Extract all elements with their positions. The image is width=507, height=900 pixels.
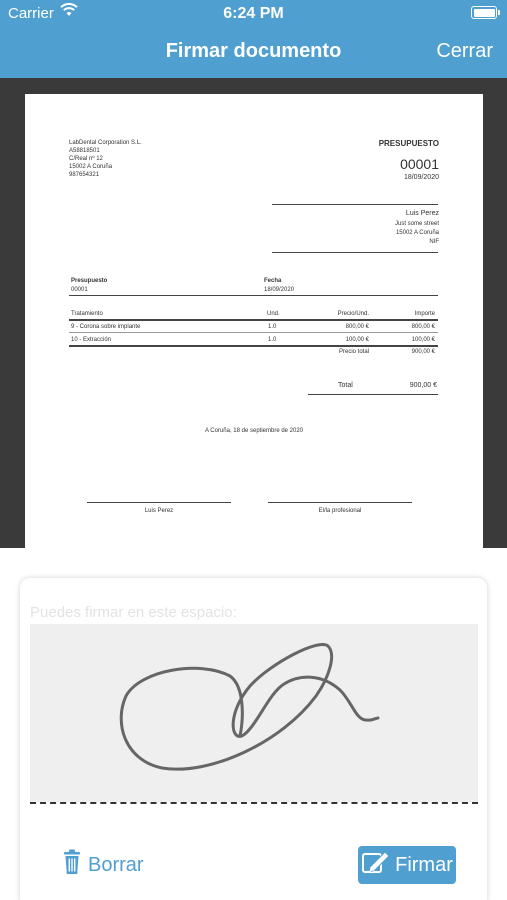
budget-value: 00001 xyxy=(71,287,88,293)
signature-stroke xyxy=(30,624,478,802)
subtotal-value: 900,00 € xyxy=(411,349,435,355)
doc-number: 00001 xyxy=(400,156,439,172)
divider xyxy=(69,345,438,347)
divider xyxy=(272,204,438,205)
status-bar xyxy=(0,0,507,28)
clear-label: Borrar xyxy=(88,853,144,876)
company-city: 15002 A Coruña xyxy=(69,164,113,170)
table-header-unit-price: Precio/Und. xyxy=(337,311,369,317)
clear-button[interactable] xyxy=(62,850,144,880)
date-value: 18/09/2020 xyxy=(264,287,295,293)
client-name: Luis Perez xyxy=(405,210,439,217)
table-header-units: Und. xyxy=(267,311,280,317)
sign-label: Firmar xyxy=(395,853,453,876)
total-value: 900,00 € xyxy=(409,382,437,389)
signature-line xyxy=(268,502,412,503)
document-viewer[interactable] xyxy=(0,78,507,548)
page-title: Firmar documento xyxy=(165,40,342,62)
row-treatment: 9 - Corona sobre implante xyxy=(71,324,141,330)
row-unit-price: 100,00 € xyxy=(345,337,369,343)
sign-button[interactable] xyxy=(358,846,456,884)
signer-professional: El/la profesional xyxy=(318,508,362,514)
budget-label: Presupuesto xyxy=(71,278,108,284)
trash-icon xyxy=(62,849,82,881)
signature-line xyxy=(87,502,231,503)
subtotal-label: Precio total xyxy=(338,349,369,355)
doc-type: PRESUPUESTO xyxy=(378,139,439,148)
divider xyxy=(69,332,438,333)
divider xyxy=(272,252,438,253)
place-date: A Coruña, 18 de septiembre de 2020 xyxy=(204,428,304,434)
divider xyxy=(69,295,438,296)
row-treatment: 10 - Extracción xyxy=(71,337,112,343)
table-header-amount: Importe xyxy=(414,311,435,317)
row-amount: 800,00 € xyxy=(411,324,435,330)
row-amount: 100,00 € xyxy=(411,337,435,343)
company-id: A58818501 xyxy=(69,148,100,154)
company-phone: 987654321 xyxy=(69,172,100,178)
doc-date: 18/09/2020 xyxy=(403,174,439,181)
row-units: 1.0 xyxy=(268,324,277,330)
company-street: C/Real nº 12 xyxy=(69,156,103,162)
table-header-treatment: Tratamiento xyxy=(71,311,103,317)
signature-baseline xyxy=(30,802,478,804)
signature-panel xyxy=(20,578,487,900)
client-city: 15002 A Coruña xyxy=(395,230,439,236)
client-street: Just some street xyxy=(394,221,439,227)
clock: 6:24 PM xyxy=(223,5,284,22)
close-button[interactable]: Cerrar xyxy=(436,40,493,62)
signature-pad[interactable] xyxy=(30,624,478,802)
pen-icon xyxy=(361,849,391,881)
battery-icon xyxy=(471,6,497,19)
row-unit-price: 800,00 € xyxy=(345,324,369,330)
navigation-bar xyxy=(0,28,507,78)
signature-hint: Puedes firmar en este espacio: xyxy=(30,604,237,621)
client-nif: NIF xyxy=(429,239,439,245)
total-label: Total xyxy=(338,382,353,389)
divider xyxy=(69,319,438,321)
date-label: Fecha xyxy=(264,278,282,284)
signer-patient: Luis Perez xyxy=(144,508,174,514)
carrier-label: Carrier xyxy=(8,5,54,22)
company-name: LabDental Corporation S.L. xyxy=(69,140,142,146)
row-units: 1.0 xyxy=(268,337,277,343)
divider xyxy=(308,394,438,395)
document-page xyxy=(25,94,483,548)
